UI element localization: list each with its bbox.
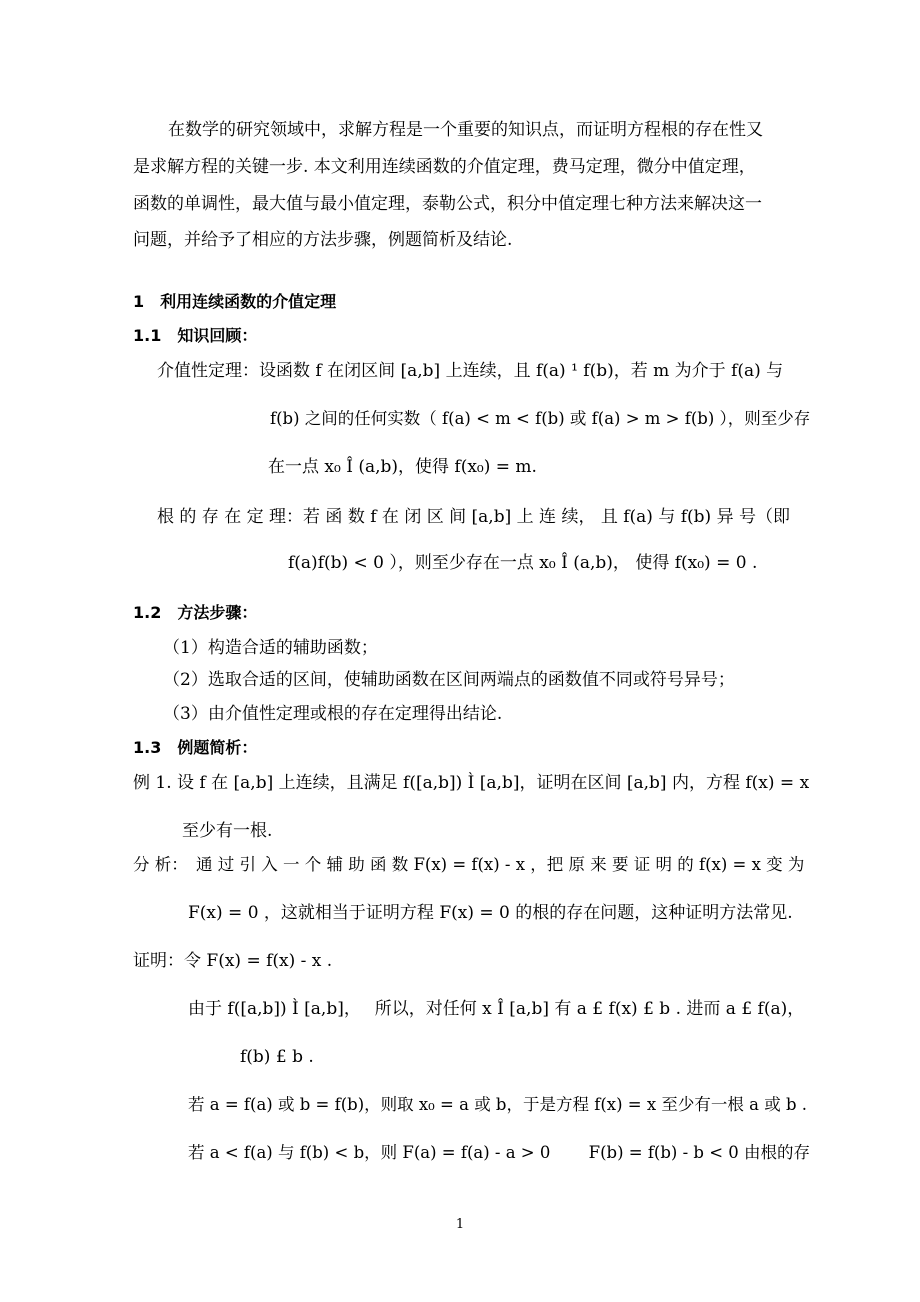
root-theorem-line-1: 根 的 存 在 定 理：若 函 数 f 在 闭 区 间 [a,b] 上 连 续， 且 f(a) 与 f(b) 异 号（即 bbox=[157, 507, 790, 527]
intro-line-4: 问题，并给予了相应的方法步骤，例题简析及结论. bbox=[133, 230, 513, 250]
proof-line-2: 由于 f([a,b]) Ì [a,b]， 所以，对任何 x Î [a,b] 有 a £ f(x) £ b . 进而 a £ f(a)， bbox=[188, 999, 805, 1019]
ivt-line-1: 介值性定理：设函数 f 在闭区间 [a,b] 上连续，且 f(a) ¹ f(b)，若 m 为介于 f(a) 与 bbox=[157, 361, 784, 381]
proof-line-1: 证明：令 F(x) = f(x) - x . bbox=[133, 951, 333, 971]
intro-line-1: 在数学的研究领域中，求解方程是一个重要的知识点，而证明方程根的存在性又 bbox=[168, 120, 763, 140]
step-3: （3）由介值性定理或根的存在定理得出结论. bbox=[163, 704, 503, 724]
analysis-line-2: F(x) = 0 ，这就相当于证明方程 F(x) = 0 的根的存在问题，这种证明方法常见. bbox=[188, 903, 793, 923]
section-heading-1: 1 利用连续函数的介值定理 bbox=[133, 292, 337, 311]
root-theorem-line-2: f(a)f(b) < 0 ），则至少存在一点 x₀ Î (a,b)， 使得 f(x₀) = 0 . bbox=[288, 553, 758, 573]
example-line-2: 至少有一根. bbox=[182, 821, 273, 841]
page-number: 1 bbox=[455, 1217, 465, 1232]
ivt-line-3: 在一点 x₀ Î (a,b)，使得 f(x₀) = m. bbox=[268, 457, 537, 477]
proof-line-4: 若 a = f(a) 或 b = f(b)，则取 x₀ = a 或 b，于是方程 f(x) = x 至少有一根 a 或 b . bbox=[188, 1095, 808, 1114]
step-2: （2）选取合适的区间，使辅助函数在区间两端点的函数值不同或符号异号； bbox=[163, 670, 735, 690]
analysis-line-1: 分 析： 通 过 引 入 一 个 辅 助 函 数 F(x) = f(x) - x ，把 原 来 要 证 明 的 f(x) = x 变 为 bbox=[133, 855, 805, 874]
ivt-line-2: f(b) 之间的任何实数（ f(a) < m < f(b) 或 f(a) > m > f(b) ），则至少存 bbox=[270, 409, 811, 428]
subsection-heading-1-3: 1.3 例题简析： bbox=[133, 738, 258, 757]
proof-line-3: f(b) £ b . bbox=[240, 1047, 314, 1067]
step-1: （1）构造合适的辅助函数； bbox=[163, 638, 378, 658]
subsection-heading-1-1: 1.1 知识回顾： bbox=[133, 326, 258, 345]
example-line-1: 例 1. 设 f 在 [a,b] 上连续，且满足 f([a,b]) Ì [a,b]，证明在区间 [a,b] 内，方程 f(x) = x bbox=[133, 773, 810, 793]
proof-line-5: 若 a < f(a) 与 f(b) < b，则 F(a) = f(a) - a > 0 F(b) = f(b) - b < 0 由根的存 bbox=[188, 1143, 811, 1162]
intro-line-2: 是求解方程的关键一步. 本文利用连续函数的介值定理，费马定理，微分中值定理， bbox=[133, 157, 756, 177]
subsection-heading-1-2: 1.2 方法步骤： bbox=[133, 603, 258, 622]
intro-line-3: 函数的单调性，最大值与最小值定理，泰勒公式，积分中值定理七种方法来解决这一 bbox=[133, 194, 762, 214]
